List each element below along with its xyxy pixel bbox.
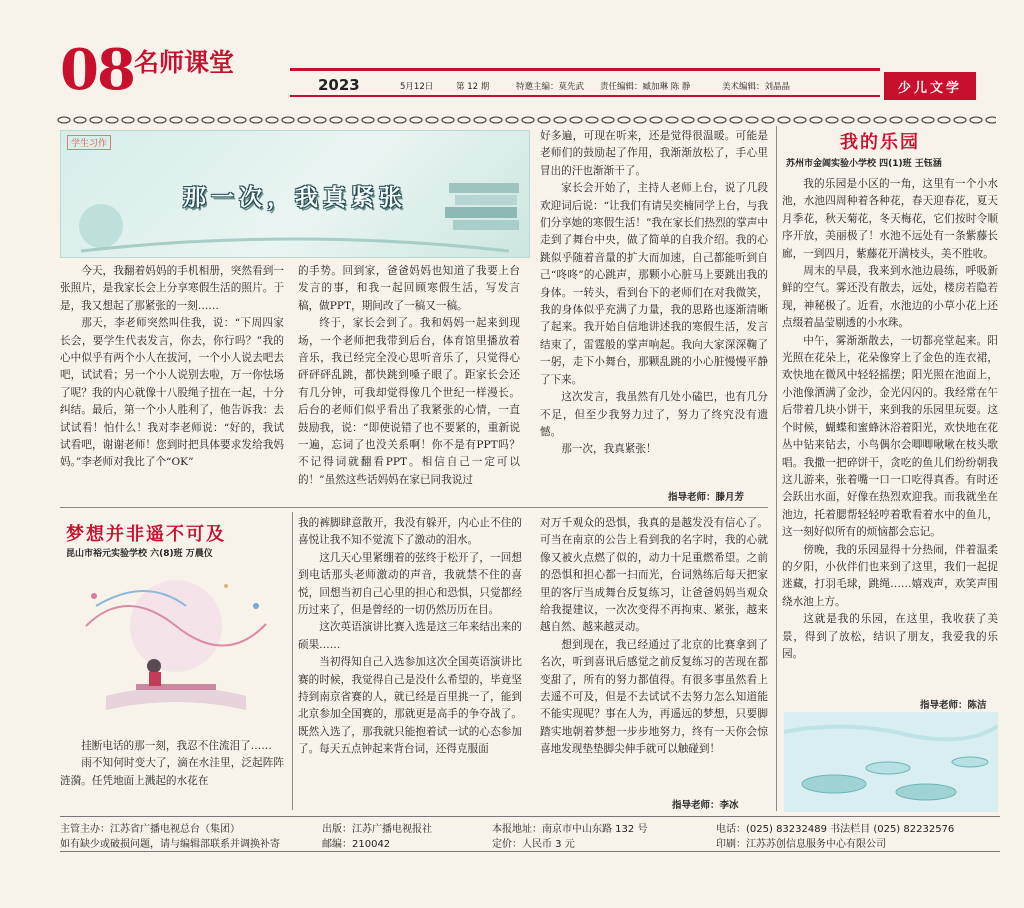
footer-notice: 如有缺少或破损问题，请与编辑部联系并调换补寄: [60, 839, 280, 850]
article3-teacher: 指导老师：陈洁: [920, 700, 987, 711]
brand-badge: 少儿文学: [884, 72, 976, 100]
article3-column: [782, 176, 998, 694]
article1-column-2: [298, 263, 520, 513]
paragraph: 那天，李老师突然叫住我，说：“下周四家长会，要学生代表发言，你去，你行吗？”我的心中似乎有两个小人在拔河，一个小人说去吧去吧，试试看；另一个小人说别去啦，万一你怯场了呢？我的内心就像十八股绳子扭在一起，十分纠结。最后，第一个小人胜利了，他告诉我：去试试看！怕什么！我对李老师说：“好的，我试试看吧，谢谢老师！您到时把具体要求发给我妈妈。”李老师对我比了个“OK”: [60, 317, 284, 469]
paragraph: 这就是我的乐园，在这里，我收获了美景，得到了放松，结识了朋友，我爱我的乐园。: [782, 613, 998, 660]
paragraph: 我的乐园是小区的一角，这里有一个小水池，水池四周种着各种花，春天迎春花，夏天月季花，秋天菊花，冬天梅花，它们按时令顺序开放，美丽极了！水池不远处有一条紫藤长廊，一到四月，紫藤花开满枝头，美不胜收。: [782, 178, 998, 260]
divider-vertical: [776, 126, 777, 811]
header-rule-bottom: [290, 95, 880, 97]
article1-column-3: [540, 128, 768, 484]
art-editor: 美术编辑：刘晶晶: [722, 82, 791, 92]
footer-address: 本报地址：南京市中山东路 132 号: [492, 824, 648, 835]
footer-price: 定价：人民币 3 元: [492, 839, 575, 850]
chief-editor: 特邀主编：莫先武: [516, 82, 585, 92]
divider-horizontal: [60, 507, 768, 508]
paragraph: 这次英语演讲比赛入选是这三年来结出来的硕果……: [298, 621, 522, 651]
paragraph: 的手势。回到家，爸爸妈妈也知道了我要上台发言的事，和我一起回顾寒假生活，写发言稿，做PPT，期间改了一稿又一稿。: [298, 265, 520, 312]
paragraph: 挂断电话的那一刻，我忍不住流泪了……: [81, 740, 272, 752]
issue-date: 5月12日: [400, 82, 434, 92]
article1-column-1: [60, 263, 284, 513]
paragraph: 好多遍，可现在听来，还是觉得很温暖。可能是老师们的鼓励起了作用，我渐渐放松了，手心里冒出的汗也渐渐干了。: [540, 130, 768, 177]
article2-column-1: [60, 738, 284, 812]
paragraph: 傍晚，我的乐园显得十分热闹，伴着温柔的夕阳，小伙伴们也来到了这里，我们一起捉迷藏，打羽毛球，跳绳……嬉戏声，欢笑声围绕水池上方。: [782, 543, 998, 608]
article3-author: 苏州市金阊实验小学校 四(1)班 王钰涵: [786, 159, 942, 169]
paragraph: 周末的早晨，我来到水池边晨练，呼吸新鲜的空气。雾还没有散去，远处，楼房若隐若现，神秘极了。近看，水池边的小草小花上还点缀着晶莹剔透的小水珠。: [782, 265, 998, 330]
footer-printer: 印刷：江苏苏创信息服务中心有限公司: [716, 839, 886, 850]
paragraph: 家长会开始了，主持人老师上台，说了几段欢迎词后说：“让我们有请吴奕楠同学上台，与我们分享她的寒假生活！”我在家长们热烈的掌声中走到了舞台中央，做了简单的自我介绍。我的心跳似乎随着音量的扩大而加速，自己都能听到自己“咚咚”的心跳声，那颗小心脏马上要跳出我的身体。一转头，看到台下的老师们在对我微笑，我的身体似乎充满了力量，我的思路也逐渐清晰了起来。我开始自信地讲述我的寒假生活，发言结束了，雷霆般的掌声响起。我向大家深深鞠了一躬，走下小舞台，那颗乱跳的小心脏慢慢平静了下来。: [540, 182, 768, 386]
paragraph: 当初得知自己入选参加这次全国英语演讲比赛的时候，我觉得自己是没什么希望的，毕竟坚持到南京省赛的人，就已经是百里挑一了，能到北京参加全国赛的，那就更是高手的争夺战了。既然入选了，那我就只能抱着试一试的心态参加了。每天五点钟起来背台词，还得克服面: [298, 656, 522, 756]
footer-sponsor: 主管主办：江苏省广播电视总台（集团）: [60, 824, 240, 835]
masthead-footer: [60, 816, 1000, 852]
footer-postcode: 邮编：210042: [322, 839, 391, 850]
paragraph: 这次发言，我虽然有几处小磕巴，也有几分不足，但至少我努力过了，努力了终究没有遗憾。: [540, 391, 768, 438]
article2-author: 昆山市裕元实验学校 六(8)班 万晨仪: [66, 549, 213, 559]
paragraph: 今天，我翻着妈妈的手机相册，突然看到一张照片，是我家长会上分享寒假生活的照片。于是，我又想起了那紧张的一刻……: [60, 265, 284, 312]
paragraph: 中午，雾渐渐散去，一切都亮堂起来。阳光照在花朵上，花朵像穿上了金色的连衣裙，欢快地在微风中轻轻摇摆；阳光照在池面上，小池像洒满了金沙，金光闪闪的。我经常在午后带着几块小饼干，来到我的乐园里玩耍。这个时候，蝴蝶和蜜蜂沐浴着阳光，欢快地在花丛中钻来钻去，小鸟偶尔会唧唧啾啾在枝头歌唱。我撒一把碎饼干，贪吃的鱼儿们纷纷朝我这儿游来，张着嘴一口一口吃得真香。有时还会跃出水面，好像在热烈欢迎我。而我就坐在池边，托着腮帮轻轻哼着歌看着水中的鱼儿，这一刻好似所有的烦恼都会忘记。: [782, 334, 998, 539]
paragraph: 对万千观众的恐惧，我真的是越发没有信心了。可当在南京的公告上看到我的名字时，我的心就像又被火点燃了似的，动力十足重燃希望。之前的恐惧和担心都一扫而光，台词熟练后每天把家里的客厅当成舞台反复练习，让爸爸妈妈当观众给我提建议，一次次变得不再拘束、紧张，越来越自然、越来越灵动。: [540, 517, 768, 634]
decorative-chain-border: [56, 113, 996, 127]
header-rule-top: [290, 68, 880, 71]
student-work-tag: 学生习作: [67, 135, 111, 150]
paragraph: 那一次，我真紧张！: [561, 443, 657, 456]
paragraph: 我的裤脚肆意散开，我没有躲开，内心止不住的喜悦让我不知不觉流下了激动的泪水。: [298, 517, 522, 547]
paragraph: 这几天心里紧绷着的弦终于松开了，一回想到电话那头老师激动的声音，我就禁不住的喜悦，回想当初自己心里的担心和恐惧，只觉都经历过来了，但是曾经的一切仍然历历在目。: [298, 551, 522, 617]
lily-pond-illustration: [784, 712, 998, 812]
divider-vertical-article2: [292, 512, 293, 810]
article3-title: 我的乐园: [840, 132, 920, 153]
article1-title: 那一次，我真紧张: [183, 185, 407, 211]
article2-title: 梦想并非遥不可及: [66, 524, 226, 545]
section-title: 名师课堂: [134, 48, 235, 77]
page-number: 08: [60, 37, 134, 103]
issue-year: 2023: [318, 76, 360, 94]
duty-editor: 责任编辑：臧加琳 陈 静: [600, 82, 691, 92]
girl-on-book-illustration: [66, 566, 286, 732]
footer-publisher: 出版：江苏广播电视报社: [322, 824, 432, 835]
article1-banner: [60, 130, 530, 258]
article2-column-3: [540, 515, 768, 797]
footer-phone: 电话：(025) 83232489 书法栏目 (025) 82232576: [716, 824, 955, 835]
article2-column-2: [298, 515, 522, 813]
issue-number: 第 12 期: [456, 82, 490, 92]
article1-teacher: 指导老师：滕月芳: [668, 492, 745, 503]
paragraph: 雨不知何时变大了，滴在水洼里，泛起阵阵涟漪。任凭地面上溅起的水花在: [60, 757, 284, 787]
paragraph: 终于，家长会到了。我和妈妈一起来到现场，一个老师把我带到后台，体育馆里播放着音乐，我已经完全没心思听音乐了，只觉得心砰砰砰乱跳，都快跳到嗓子眼了。距家长会还有几分钟，可我却觉得像几个世纪一样漫长。后台的老师们似乎看出了我紧张的心情，一直鼓励我，说：“即使说错了也不要紧的，重新说一遍，忘词了也没关系啊！你不是有PPT吗？不记得词就翻看PPT。相信自己一定可以的！”虽然这些话妈妈在家已同我说过: [298, 317, 520, 486]
paragraph: 想到现在，我已经通过了北京的比赛拿到了名次，听到喜讯后感觉之前反复练习的苦现在都变甜了，所有的努力都值得。有很多事虽然看上去遥不可及，但是不去试试不去努力怎么知道能不能实现呢？事在人为，再遥远的梦想，只要脚踏实地朝着梦想一步步地努力，终有一天你会惊喜地发现垫垫脚尖伸手就可以触碰到！: [540, 638, 768, 756]
article2-teacher: 指导老师：李冰: [672, 800, 739, 811]
